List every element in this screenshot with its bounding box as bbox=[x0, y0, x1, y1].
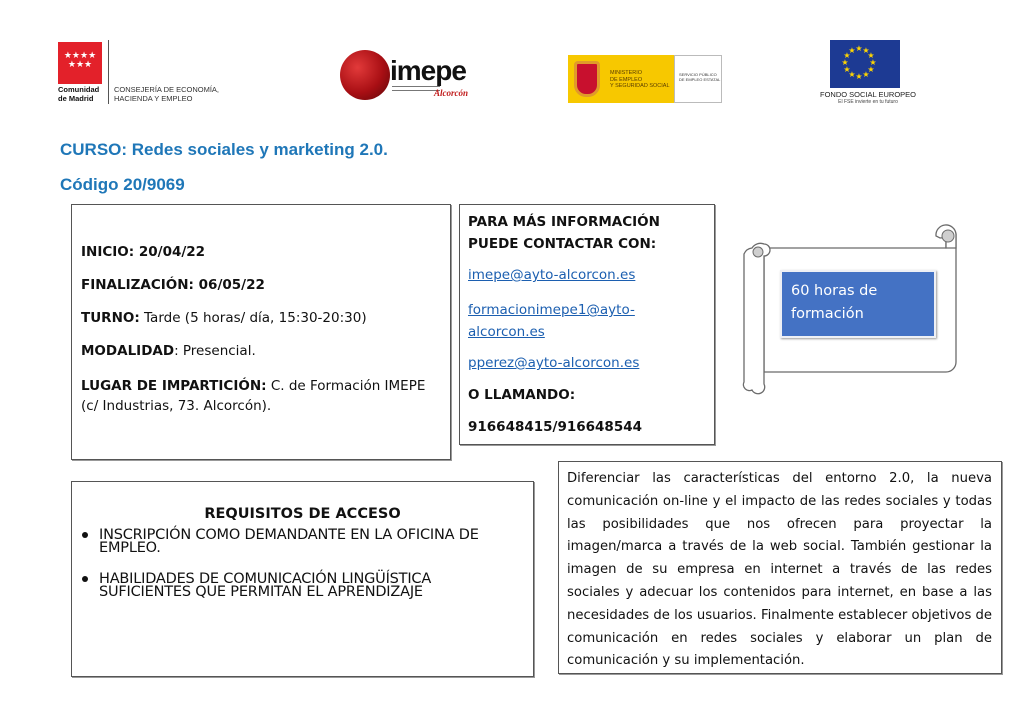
start-date-label: INICIO: 20/04/22 bbox=[81, 244, 206, 260]
email-link-pperez[interactable]: pperez@ayto-alcorcon.es bbox=[468, 355, 640, 371]
sepe-panel bbox=[674, 55, 722, 103]
contact-box bbox=[459, 204, 715, 445]
shift bbox=[81, 310, 442, 326]
modality-label: MODALIDAD bbox=[81, 343, 175, 359]
course-details-box bbox=[71, 204, 451, 460]
course-description-box bbox=[558, 461, 1002, 674]
sepe-line2: DE EMPLEO ESTATAL bbox=[679, 77, 721, 82]
bullet-icon bbox=[82, 576, 88, 582]
imepe-sphere-icon bbox=[340, 50, 390, 100]
shift-label: TURNO: bbox=[81, 310, 140, 326]
logo-divider bbox=[108, 40, 109, 104]
ministerio-name bbox=[610, 70, 670, 90]
imepe-city: Alcorcón bbox=[434, 88, 469, 98]
modality bbox=[81, 343, 442, 359]
madrid-dept-line2: HACIENDA Y EMPLEO bbox=[114, 93, 193, 103]
madrid-name-line2: de Madrid bbox=[58, 93, 94, 103]
ministerio-line1: MINISTERIO bbox=[610, 70, 643, 76]
requirement-item bbox=[82, 573, 523, 603]
imepe-subtitle-lines bbox=[392, 86, 440, 91]
venue bbox=[81, 376, 442, 416]
madrid-name bbox=[58, 86, 104, 103]
shift-value: Tarde (5 horas/ día, 15:30-20:30) bbox=[139, 310, 367, 326]
training-hours-line1: 60 horas de bbox=[791, 283, 878, 299]
end-date-label: FINALIZACIÓN: 06/05/22 bbox=[81, 277, 265, 293]
sepe-line1: SERVICIO PÚBLICO bbox=[679, 72, 717, 77]
contact-heading: PARA MÁS INFORMACIÓN PUEDE CONTACTAR CON: bbox=[468, 214, 660, 252]
coat-of-arms-icon bbox=[574, 61, 600, 97]
email-link-formacion[interactable]: formacionimepe1@ayto-alcorcon.es bbox=[468, 302, 635, 340]
madrid-name-line1: Comunidad bbox=[58, 85, 100, 94]
requirement-item bbox=[82, 529, 523, 559]
requirement-text: HABILIDADES DE COMUNICACIÓN LINGÜÍSTICA SUFICIENTES QUE PERMITAN EL APRENDIZAJE bbox=[99, 571, 432, 600]
comunidad-de-madrid-logo bbox=[58, 40, 238, 106]
sepe-name bbox=[679, 72, 720, 82]
end-date bbox=[81, 277, 442, 293]
imepe-wordmark: imepe bbox=[390, 55, 466, 86]
ministerio-empleo-logo bbox=[568, 55, 722, 103]
course-code: Código 20/9069 bbox=[60, 175, 185, 194]
venue-label: LUGAR DE IMPARTICIÓN: bbox=[81, 378, 267, 394]
access-requirements-box bbox=[71, 481, 534, 677]
phone-heading: O LLAMANDO: bbox=[468, 387, 576, 403]
eu-stars-circle-icon: ★ ★ ★ ★ ★ ★ ★ ★ ★ ★ ★ ★ bbox=[841, 44, 877, 81]
madrid-flag-icon bbox=[58, 42, 102, 84]
ministerio-banner bbox=[568, 55, 674, 103]
course-description: Diferenciar las características del entorno 2.0, la nueva comunicación on-line y el impacto de las redes sociales y todas las posibilidades que nos ofrecen para proyectar la imagen/marca a través de la web social. También gestionar la imagen de su empresa en internet a través de las redes sociales y adecuar los contenidos para internet, en base a las necesidades de los usuarios. Finalmente establecer objetivos de comunicación en redes sociales y elaborar un plan de comunicación y su implementación. bbox=[567, 471, 992, 669]
course-title: CURSO: Redes sociales y marketing 2.0. bbox=[60, 140, 388, 159]
fse-tagline: El FSE invierte en tu futuro bbox=[838, 99, 898, 105]
madrid-department bbox=[114, 86, 219, 103]
ministerio-line3: Y SEGURIDAD SOCIAL bbox=[610, 83, 670, 89]
madrid-stars-icon: ★★★★ ★★★ bbox=[63, 51, 97, 70]
fondo-social-europeo-logo bbox=[818, 40, 918, 106]
phone-numbers: 916648415/916648544 bbox=[468, 419, 643, 435]
imepe-logo bbox=[338, 48, 468, 106]
madrid-dept-line1: CONSEJERÍA DE ECONOMÍA, bbox=[114, 85, 220, 94]
training-hours-line2: formación bbox=[791, 306, 864, 322]
modality-value: : Presencial. bbox=[174, 343, 256, 359]
venue-value: C. de Formación IMEPE (c/ Industrias, 73. Alcorcón). bbox=[81, 378, 426, 414]
bullet-icon bbox=[82, 532, 88, 538]
start-date bbox=[81, 244, 442, 260]
email-link-imepe[interactable]: imepe@ayto-alcorcon.es bbox=[468, 267, 636, 283]
requirements-title: REQUISITOS DE ACCESO bbox=[204, 506, 401, 522]
training-hours-text bbox=[791, 280, 877, 326]
requirement-text: INSCRIPCIÓN COMO DEMANDANTE EN LA OFICINA DE EMPLEO. bbox=[99, 527, 479, 556]
ministerio-line2: DE EMPLEO bbox=[610, 76, 643, 83]
fse-name: FONDO SOCIAL EUROPEO bbox=[820, 90, 916, 99]
training-hours-badge bbox=[780, 270, 936, 338]
